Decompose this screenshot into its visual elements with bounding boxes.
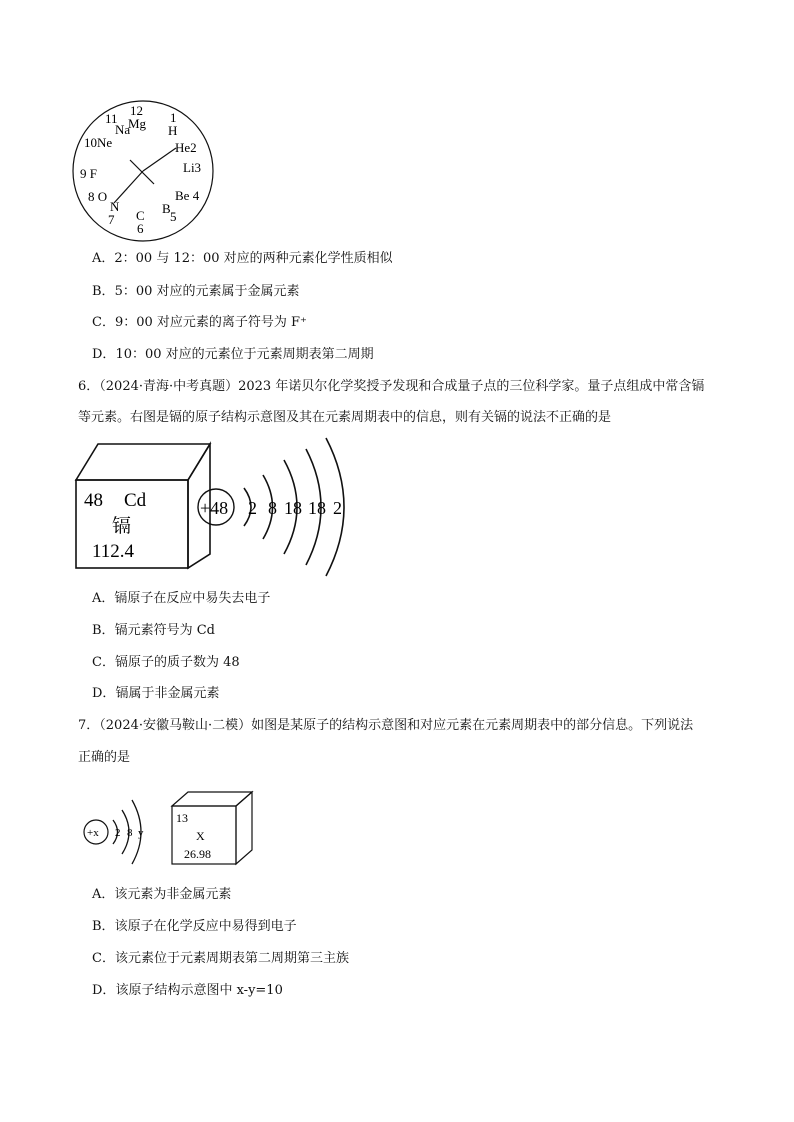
q6-stem-line2: 等元素。右图是镉的原子结构示意图及其在元素周期表中的信息，则有关镉的说法不正确的是 <box>78 410 612 425</box>
q6-option-d[interactable] <box>92 686 219 702</box>
cell-name: 镉 <box>112 516 132 537</box>
clock-label-7: 7 <box>108 212 115 227</box>
shell-electrons-1: 2 <box>248 498 257 518</box>
option-label: D． <box>92 983 116 998</box>
clock-label-b: B <box>162 201 171 216</box>
cell-atomic-mass: 112.4 <box>92 541 135 562</box>
element-x-diagram <box>80 790 260 870</box>
cell-atomic-number: 48 <box>84 490 103 511</box>
shell-electrons-4: 18 <box>308 498 326 518</box>
clock-label-c: C <box>136 208 145 223</box>
option-label: C． <box>92 655 115 670</box>
clock-label-5: 5 <box>170 209 177 224</box>
cell-atomic-mass: 26.98 <box>184 847 211 861</box>
nucleus-charge: +48 <box>200 498 229 518</box>
clock-label-he2: He2 <box>175 140 197 155</box>
option-label: B． <box>92 284 115 299</box>
q7-option-d[interactable] <box>92 983 283 999</box>
shell-electrons-2: 8 <box>268 498 277 518</box>
clock-label-9f: 9 F <box>80 166 97 181</box>
option-text: 该原子结构示意图中 x-y=10 <box>115 983 283 998</box>
q7-option-a[interactable] <box>92 887 231 903</box>
cell-symbol: Cd <box>124 490 147 511</box>
option-label: C． <box>92 315 115 330</box>
shell-electrons-5: 2 <box>333 498 342 518</box>
option-text: 5：00 对应的元素属于金属元素 <box>114 284 300 299</box>
option-text: 10：00 对应的元素位于元素周期表第二周期 <box>115 347 374 362</box>
option-text: 该元素位于元素周期表第二周期第三主族 <box>114 951 349 966</box>
clock-label-12: 12 <box>130 103 143 118</box>
q7-stem-line2: 正确的是 <box>78 750 131 765</box>
clock-label-h: H <box>168 123 178 138</box>
cadmium-diagram <box>70 436 360 581</box>
q7-stem-line1: 7．（2024·安徽马鞍山·二模）如图是某原子的结构示意图和对应元素在元素周期表中的部分信息。下列说法 <box>78 718 694 733</box>
clock-hand-second <box>130 160 154 184</box>
q6-stem-line1: 6．（2024·青海·中考真题）2023 年诺贝尔化学奖授予发现和合成量子点的三位科学家。量子点组成中常含镉 <box>78 379 705 394</box>
option-label: A． <box>92 591 115 606</box>
option-label: B． <box>92 623 115 638</box>
clock-label-n: N <box>110 199 120 214</box>
option-text: 该元素为非金属元素 <box>114 887 232 902</box>
cell-symbol: X <box>196 829 205 843</box>
clock-label-11: 11 <box>105 111 118 126</box>
q6-option-b[interactable] <box>92 623 215 639</box>
shell-electrons-3: 18 <box>284 498 302 518</box>
nucleus-charge: +x <box>87 827 99 839</box>
clock-label-na: Na <box>115 122 131 137</box>
option-label: D． <box>92 347 116 362</box>
shell-electrons-2: 8 <box>127 827 133 839</box>
clock-label-6: 6 <box>137 221 144 236</box>
q5-option-b[interactable] <box>92 284 300 300</box>
element-clock-diagram <box>68 96 218 246</box>
option-label: B． <box>92 919 115 934</box>
clock-label-8o: 8 O <box>88 189 108 204</box>
shell-electrons-1: 2 <box>115 827 121 839</box>
option-text: 镉元素符号为 Cd <box>114 623 215 638</box>
option-label: A． <box>92 251 115 266</box>
clock-label-be4: Be 4 <box>175 188 200 203</box>
clock-label-1: 1 <box>170 110 177 125</box>
option-label: D． <box>92 686 116 701</box>
q6-option-c[interactable] <box>92 655 240 671</box>
option-label: A． <box>92 887 115 902</box>
option-text: 镉原子在反应中易失去电子 <box>114 591 271 606</box>
q5-option-c[interactable] <box>92 315 307 331</box>
clock-label-li3: Li3 <box>183 160 202 175</box>
q5-option-d[interactable] <box>92 347 374 363</box>
cell-atomic-number: 13 <box>176 811 188 825</box>
clock-hand-short <box>143 148 176 171</box>
option-text: 2：00 与 12：00 对应的两种元素化学性质相似 <box>114 251 393 266</box>
option-label: C． <box>92 951 115 966</box>
q5-option-a[interactable] <box>92 251 393 267</box>
clock-label-10ne: 10Ne <box>84 135 113 150</box>
q6-option-a[interactable] <box>92 591 270 607</box>
q7-option-b[interactable] <box>92 919 297 935</box>
q7-option-c[interactable] <box>92 951 349 967</box>
option-text: 该原子在化学反应中易得到电子 <box>114 919 297 934</box>
shell-electrons-3: y <box>138 827 144 839</box>
option-text: 镉属于非金属元素 <box>115 686 220 701</box>
option-text: 9：00 对应元素的离子符号为 F⁺ <box>114 315 307 330</box>
option-text: 镉原子的质子数为 48 <box>114 655 240 670</box>
clock-label-mg: Mg <box>128 116 147 131</box>
